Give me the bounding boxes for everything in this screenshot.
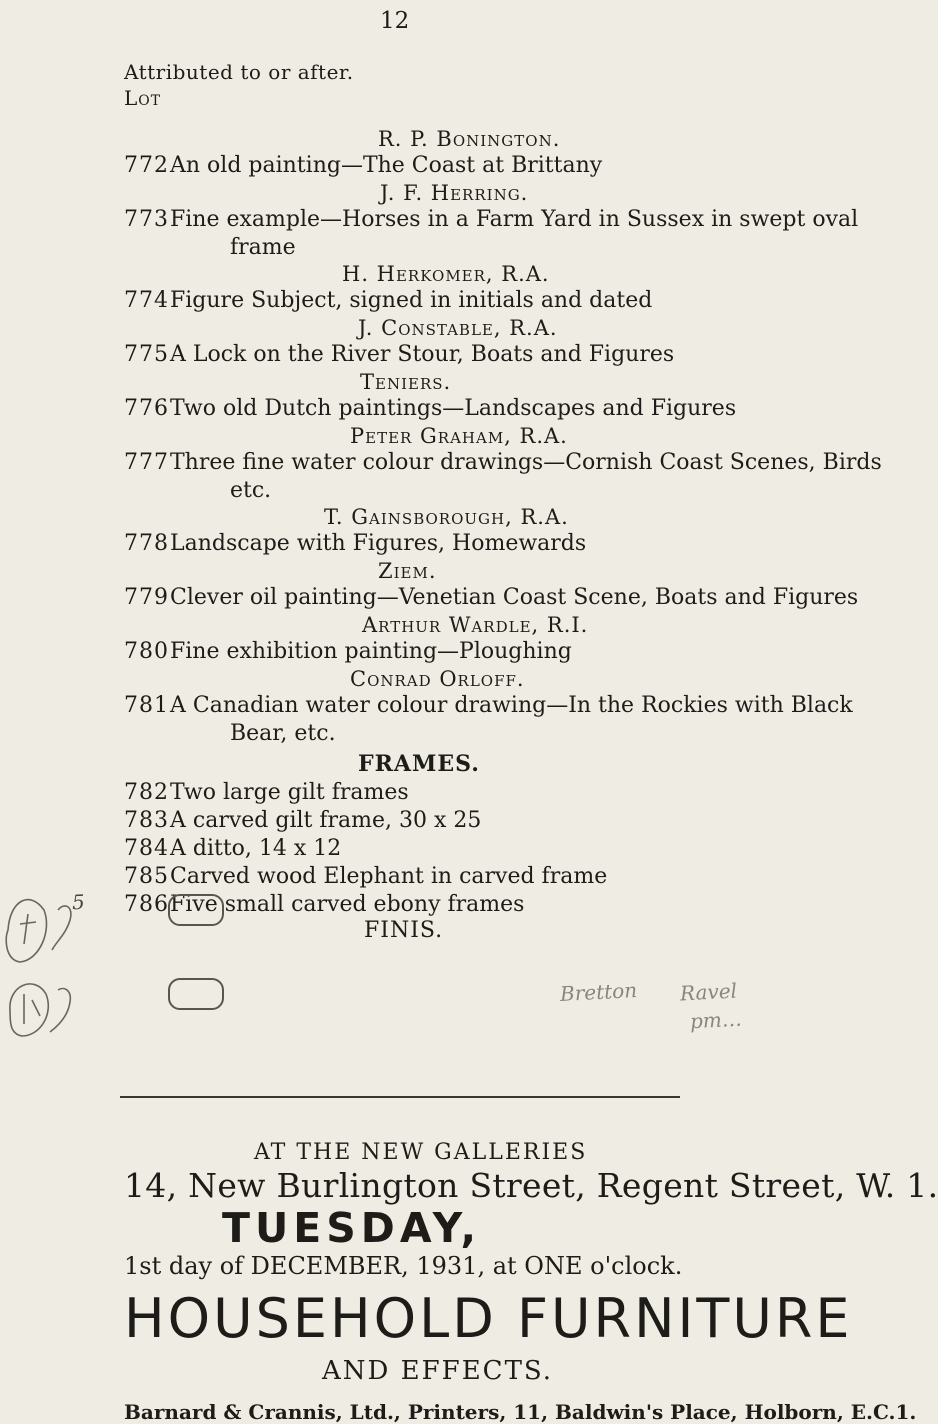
lot-number: 773 [124, 207, 169, 232]
lot-number: 776 [124, 396, 169, 421]
lot-number: 772 [124, 153, 169, 178]
frame-lot-entry [124, 779, 764, 807]
frame-lot-entry [124, 835, 764, 863]
lot-entry [124, 423, 882, 504]
lot-description: Fine example—Horses in a Farm Yard in Sussex in swept oval [170, 207, 859, 232]
lot-description: Carved wood Elephant in carved frame [170, 864, 608, 889]
lot-description: Five small carved ebony frames [170, 892, 525, 917]
lot-description: An old painting—The Coast at Brittany [170, 153, 603, 178]
lot-entry [124, 126, 764, 180]
lot-description: A Canadian water colour drawing—In the Rockies with Black [170, 693, 853, 718]
printers-imprint: Barnard & Crannis, Ltd., Printers, 11, Baldwin's Place, Holborn, E.C.1. [124, 1400, 917, 1424]
lot-entry [124, 261, 764, 315]
left-margin-mark: 5 [71, 889, 86, 915]
circled-lot-782-icon [168, 894, 224, 926]
lot-description: Three fine water colour drawings—Cornish Coast Scenes, Birds [170, 450, 882, 475]
lot-entry [124, 369, 764, 423]
lot-entry [124, 612, 764, 666]
lot-entry [124, 315, 764, 369]
lot-description-continued: etc. [230, 478, 272, 503]
lot-number: 782 [124, 780, 169, 805]
lot-number: 784 [124, 836, 169, 861]
artist-name: Conrad Orloff. [350, 667, 525, 691]
finis-mark: FINIS. [364, 918, 444, 943]
page-number: 12 [380, 8, 410, 34]
artist-name: Arthur Wardle, R.I. [362, 613, 589, 637]
lot-entry [124, 180, 859, 261]
lot-entry [124, 666, 853, 747]
artist-name: J. Constable, R.A. [358, 316, 558, 340]
gallery-heading: AT THE NEW GALLERIES [254, 1140, 588, 1165]
lot-number: 779 [124, 585, 169, 610]
frame-lot-entry [124, 807, 764, 835]
lot-entry [124, 558, 859, 612]
lot-description: Landscape with Figures, Homewards [170, 531, 587, 556]
sale-date: 1st day of DECEMBER, 1931, at ONE o'clock. [124, 1252, 683, 1280]
artist-name: R. P. Bonington. [378, 127, 561, 151]
lot-entry [124, 504, 764, 558]
sale-subtitle: AND EFFECTS. [322, 1356, 554, 1386]
lot-number: 781 [124, 693, 169, 718]
lot-description-continued: frame [230, 235, 296, 260]
circled-lot-785-icon [168, 978, 224, 1010]
lot-number: 783 [124, 808, 169, 833]
lot-description: Fine exhibition painting—Ploughing [170, 639, 572, 664]
frames-heading: FRAMES. [358, 751, 480, 777]
gallery-address: 14, New Burlington Street, Regent Street, W. 1. [124, 1166, 938, 1205]
lot-description: Two old Dutch paintings—Landscapes and Figures [170, 396, 737, 421]
artist-name: J. F. Herring. [380, 181, 529, 205]
lot-description: Clever oil painting—Venetian Coast Scene, Boats and Figures [170, 585, 859, 610]
lot-number: 778 [124, 531, 169, 556]
artist-name: H. Herkomer, R.A. [342, 262, 550, 286]
margin-scribble-icon [0, 890, 124, 1110]
sale-day: TUESDAY, [222, 1204, 482, 1252]
lot-number: 786 [124, 892, 169, 917]
pencil-note-785-right: Ravel [679, 978, 738, 1006]
lot-description-continued: Bear, etc. [230, 721, 336, 746]
lot-number: 775 [124, 342, 169, 367]
lot-description: A ditto, 14 x 12 [170, 836, 342, 861]
lot-column-header: Lot [124, 86, 162, 110]
artist-name: Ziem. [378, 559, 437, 583]
artist-name: T. Gainsborough, R.A. [324, 505, 569, 529]
lot-description: Figure Subject, signed in initials and dated [170, 288, 653, 313]
frame-lot-entry [124, 863, 764, 891]
lot-description: Two large gilt frames [170, 780, 409, 805]
lot-number: 780 [124, 639, 169, 664]
lot-number: 785 [124, 864, 169, 889]
artist-name: Teniers. [360, 370, 452, 394]
lot-description: A Lock on the River Stour, Boats and Figures [170, 342, 675, 367]
lot-list [124, 126, 882, 943]
attributed-header: Attributed to or after. [124, 60, 354, 84]
pencil-note-785: Bretton [559, 977, 638, 1007]
pencil-note-786-right: pm… [689, 1006, 743, 1034]
artist-name: Peter Graham, R.A. [350, 424, 568, 448]
divider-rule [120, 1096, 680, 1098]
lot-description: A carved gilt frame, 30 x 25 [170, 808, 482, 833]
sale-title: HOUSEHOLD FURNITURE [124, 1287, 853, 1350]
lot-number: 774 [124, 288, 169, 313]
lot-number: 777 [124, 450, 169, 475]
